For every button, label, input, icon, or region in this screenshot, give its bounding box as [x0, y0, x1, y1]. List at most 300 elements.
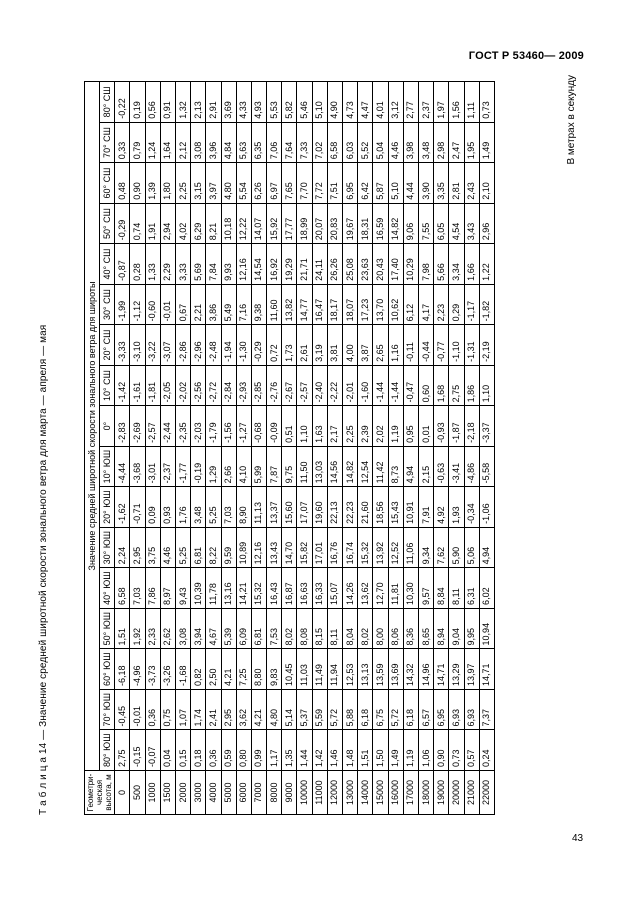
value-cell: 0,36 — [145, 689, 160, 730]
altitude-cell: 22000 — [479, 771, 494, 815]
table-row — [449, 82, 464, 815]
value-cell: -1,87 — [449, 406, 464, 447]
table-body — [115, 82, 495, 815]
altitude-cell: 5000 — [221, 771, 236, 815]
value-cell: 15,07 — [327, 568, 342, 609]
value-cell: 1,93 — [449, 487, 464, 528]
value-cell: 2,81 — [449, 163, 464, 204]
latitude-header: 60° СШ — [100, 163, 115, 204]
value-cell: 14,82 — [388, 203, 403, 244]
value-cell: 0,95 — [403, 406, 418, 447]
value-cell: 16,92 — [267, 244, 282, 285]
value-cell: 12,16 — [236, 244, 251, 285]
value-cell: 8,02 — [358, 608, 373, 649]
value-cell: 13,37 — [267, 487, 282, 528]
value-cell: 14,32 — [403, 649, 418, 690]
value-cell: 7,53 — [267, 608, 282, 649]
value-cell: -0,77 — [434, 325, 449, 366]
value-cell: 1,95 — [464, 122, 479, 163]
value-cell: 13,70 — [373, 284, 388, 325]
value-cell: 15,60 — [282, 487, 297, 528]
value-cell: 0,18 — [191, 730, 206, 771]
value-cell: 19,29 — [282, 244, 297, 285]
value-cell: 6,35 — [251, 122, 266, 163]
value-cell: 0,93 — [160, 487, 175, 528]
value-cell: 0,28 — [130, 244, 145, 285]
value-cell: 18,56 — [373, 487, 388, 528]
value-cell: 2,17 — [327, 406, 342, 447]
value-cell: 0,72 — [267, 325, 282, 366]
value-cell: 14,21 — [236, 568, 251, 609]
value-cell: 7,64 — [282, 122, 297, 163]
altitude-cell: 1500 — [160, 771, 175, 815]
value-cell: 8,65 — [418, 608, 433, 649]
value-cell: 1,19 — [388, 406, 403, 447]
value-cell: 7,51 — [327, 163, 342, 204]
value-cell: -2,02 — [175, 365, 190, 406]
value-cell: 12,22 — [236, 203, 251, 244]
value-cell: 1,51 — [358, 730, 373, 771]
value-cell: 2,62 — [160, 608, 175, 649]
value-cell: 8,08 — [297, 608, 312, 649]
value-cell: 8,02 — [282, 608, 297, 649]
value-cell: 1,44 — [297, 730, 312, 771]
value-cell: 1,29 — [206, 446, 221, 487]
value-cell: 8,94 — [434, 608, 449, 649]
value-cell: 4,10 — [236, 446, 251, 487]
value-cell: 14,71 — [434, 649, 449, 690]
value-cell: 2,95 — [221, 689, 236, 730]
value-cell: 4,90 — [327, 82, 342, 123]
value-cell: 2,37 — [418, 82, 433, 123]
value-cell: -1,42 — [115, 365, 130, 406]
value-cell: 3,12 — [388, 82, 403, 123]
value-cell: -0,34 — [464, 487, 479, 528]
value-cell: 4,47 — [358, 82, 373, 123]
table-row — [236, 82, 251, 815]
value-cell: 21,71 — [297, 244, 312, 285]
value-cell: 20,83 — [327, 203, 342, 244]
value-cell: 12,70 — [373, 568, 388, 609]
value-cell: -3,10 — [130, 325, 145, 366]
value-cell: 2,25 — [343, 406, 358, 447]
value-cell: -0,60 — [145, 284, 160, 325]
value-cell: 2,25 — [175, 163, 190, 204]
value-cell: -2,19 — [479, 325, 494, 366]
value-cell: 8,80 — [251, 649, 266, 690]
value-cell: 12,16 — [251, 527, 266, 568]
value-cell: 0,24 — [479, 730, 494, 771]
value-cell: 10,62 — [388, 284, 403, 325]
altitude-cell: 7000 — [251, 771, 266, 815]
value-cell: 15,92 — [267, 203, 282, 244]
value-cell: 2,77 — [403, 82, 418, 123]
value-cell: -2,22 — [327, 365, 342, 406]
value-cell: 13,92 — [373, 527, 388, 568]
value-cell: -2,57 — [297, 365, 312, 406]
altitude-cell: 12000 — [327, 771, 342, 815]
value-cell: 2,12 — [175, 122, 190, 163]
value-cell: 15,32 — [251, 568, 266, 609]
value-cell: 8,06 — [388, 608, 403, 649]
latitude-header: 60° ЮШ — [100, 649, 115, 690]
value-cell: -2,18 — [464, 406, 479, 447]
value-cell: 1,48 — [343, 730, 358, 771]
value-cell: 20,07 — [312, 203, 327, 244]
value-cell: 9,57 — [418, 568, 433, 609]
value-cell: 3,48 — [191, 487, 206, 528]
value-cell: 0,04 — [160, 730, 175, 771]
value-cell: 7,55 — [418, 203, 433, 244]
value-cell: 7,37 — [479, 689, 494, 730]
value-cell: 2,29 — [160, 244, 175, 285]
value-cell: -0,68 — [251, 406, 266, 447]
value-cell: 17,01 — [312, 527, 327, 568]
value-cell: 5,37 — [297, 689, 312, 730]
value-cell: 8,11 — [449, 568, 464, 609]
value-cell: 6,95 — [343, 163, 358, 204]
value-cell: 0,56 — [145, 82, 160, 123]
value-cell: 0,29 — [449, 284, 464, 325]
altitude-header: Геометри-ческая высота, м — [85, 771, 115, 815]
value-cell: 16,74 — [343, 527, 358, 568]
value-cell: 4,93 — [251, 82, 266, 123]
value-cell: 0,90 — [130, 163, 145, 204]
value-cell: 10,30 — [403, 568, 418, 609]
value-cell: 2,41 — [206, 689, 221, 730]
value-cell: -1,12 — [130, 284, 145, 325]
value-cell: 10,18 — [221, 203, 236, 244]
value-cell: 22,23 — [343, 487, 358, 528]
value-cell: -2,83 — [115, 406, 130, 447]
value-cell: 16,33 — [312, 568, 327, 609]
value-cell: 1,22 — [479, 244, 494, 285]
value-cell: 4,01 — [373, 82, 388, 123]
value-cell: 7,91 — [418, 487, 433, 528]
value-cell: -1,60 — [358, 365, 373, 406]
altitude-cell: 500 — [130, 771, 145, 815]
value-cell: -3,07 — [160, 325, 175, 366]
value-cell: 11,81 — [388, 568, 403, 609]
value-cell: -1,94 — [221, 325, 236, 366]
value-cell: 6,29 — [191, 203, 206, 244]
value-cell: 1,07 — [175, 689, 190, 730]
wind-speed-table — [84, 81, 495, 815]
value-cell: -2,84 — [221, 365, 236, 406]
value-cell: 11,49 — [312, 649, 327, 690]
value-cell: -2,03 — [191, 406, 206, 447]
value-cell: 6,81 — [251, 608, 266, 649]
unit-note: В метрах в секунду — [566, 75, 577, 165]
table-row — [251, 82, 266, 815]
latitude-header: 70° ЮШ — [100, 689, 115, 730]
value-cell: 1,68 — [434, 365, 449, 406]
value-cell: 2,33 — [145, 608, 160, 649]
table-row — [358, 82, 373, 815]
value-cell: 9,34 — [418, 527, 433, 568]
value-cell: 2,23 — [434, 284, 449, 325]
value-cell: 5,72 — [327, 689, 342, 730]
value-cell: -1,61 — [130, 365, 145, 406]
value-cell: 1,92 — [130, 608, 145, 649]
value-cell: 16,87 — [282, 568, 297, 609]
value-cell: -2,86 — [175, 325, 190, 366]
value-cell: 9,59 — [221, 527, 236, 568]
latitude-header: 20° СШ — [100, 325, 115, 366]
altitude-cell: 13000 — [343, 771, 358, 815]
value-cell: 18,99 — [297, 203, 312, 244]
latitude-header: 70° СШ — [100, 122, 115, 163]
value-cell: -0,15 — [130, 730, 145, 771]
value-cell: 0,79 — [130, 122, 145, 163]
value-cell: 15,32 — [358, 527, 373, 568]
table-row — [160, 82, 175, 815]
value-cell: 14,07 — [251, 203, 266, 244]
value-cell: -1,77 — [175, 446, 190, 487]
value-cell: -3,26 — [160, 649, 175, 690]
value-cell: 1,51 — [115, 608, 130, 649]
value-cell: 9,38 — [251, 284, 266, 325]
value-cell: 4,21 — [221, 649, 236, 690]
value-cell: 7,33 — [297, 122, 312, 163]
value-cell: 6,18 — [358, 689, 373, 730]
value-cell: 4,94 — [403, 446, 418, 487]
value-cell: 7,86 — [145, 568, 160, 609]
value-cell: 5,66 — [434, 244, 449, 285]
latitude-header: 10° СШ — [100, 365, 115, 406]
value-cell: 2,13 — [191, 82, 206, 123]
value-cell: 8,00 — [373, 608, 388, 649]
value-cell: 4,00 — [343, 325, 358, 366]
value-cell: -0,87 — [115, 244, 130, 285]
value-cell: 18,31 — [358, 203, 373, 244]
value-cell: 8,21 — [206, 203, 221, 244]
value-cell: 11,60 — [267, 284, 282, 325]
value-cell: 1,16 — [388, 325, 403, 366]
value-cell: 1,97 — [434, 82, 449, 123]
value-cell: 4,46 — [388, 122, 403, 163]
value-cell: 8,97 — [160, 568, 175, 609]
value-cell: 9,93 — [221, 244, 236, 285]
latitude-header: 80° СШ — [100, 82, 115, 123]
altitude-cell: 8000 — [267, 771, 282, 815]
value-cell: 3,08 — [175, 608, 190, 649]
table-row — [464, 82, 479, 815]
altitude-cell: 6000 — [236, 771, 251, 815]
value-cell: 2,75 — [115, 730, 130, 771]
value-cell: -0,47 — [403, 365, 418, 406]
value-cell: 8,15 — [312, 608, 327, 649]
value-cell: 2,98 — [434, 122, 449, 163]
value-cell: 19,60 — [312, 487, 327, 528]
value-cell: 0,73 — [449, 730, 464, 771]
value-cell: -0,22 — [115, 82, 130, 123]
value-cell: 0,99 — [251, 730, 266, 771]
value-cell: 7,16 — [236, 284, 251, 325]
value-cell: 1,56 — [449, 82, 464, 123]
value-cell: -1,44 — [388, 365, 403, 406]
altitude-cell: 15000 — [373, 771, 388, 815]
value-cell: 5,39 — [221, 608, 236, 649]
value-cell: -1,06 — [479, 487, 494, 528]
value-cell: 3,15 — [191, 163, 206, 204]
value-cell: -2,37 — [160, 446, 175, 487]
altitude-cell: 20000 — [449, 771, 464, 815]
value-cell: 8,36 — [403, 608, 418, 649]
value-cell: 7,06 — [267, 122, 282, 163]
value-cell: 5,69 — [191, 244, 206, 285]
value-cell: -0,44 — [418, 325, 433, 366]
value-cell: 0,74 — [130, 203, 145, 244]
value-cell: 7,70 — [297, 163, 312, 204]
value-cell: 4,67 — [206, 608, 221, 649]
value-cell: 1,10 — [479, 365, 494, 406]
value-cell: -2,67 — [282, 365, 297, 406]
value-cell: 3,94 — [191, 608, 206, 649]
value-cell: -0,01 — [130, 689, 145, 730]
value-cell: 7,72 — [312, 163, 327, 204]
table-row — [145, 82, 160, 815]
value-cell: -0,11 — [403, 325, 418, 366]
value-cell: -3,22 — [145, 325, 160, 366]
value-cell: 1,24 — [145, 122, 160, 163]
value-cell: 0,80 — [236, 730, 251, 771]
value-cell: 2,65 — [373, 325, 388, 366]
value-cell: -1,99 — [115, 284, 130, 325]
value-cell: -2,05 — [160, 365, 175, 406]
value-cell: 10,94 — [479, 608, 494, 649]
table-row — [418, 82, 433, 815]
value-cell: -2,56 — [191, 365, 206, 406]
value-cell: 10,89 — [236, 527, 251, 568]
value-cell: 11,13 — [251, 487, 266, 528]
value-cell: 16,47 — [312, 284, 327, 325]
value-cell: 6,93 — [464, 689, 479, 730]
value-cell: 16,59 — [373, 203, 388, 244]
value-cell: 1,35 — [282, 730, 297, 771]
value-cell: 4,94 — [479, 527, 494, 568]
value-cell: 6,58 — [327, 122, 342, 163]
value-cell: 3,81 — [327, 325, 342, 366]
value-cell: 5,46 — [297, 82, 312, 123]
value-cell: 0,09 — [145, 487, 160, 528]
value-cell: 2,75 — [449, 365, 464, 406]
value-cell: 6,26 — [251, 163, 266, 204]
value-cell: 5,59 — [312, 689, 327, 730]
value-cell: 5,25 — [175, 527, 190, 568]
value-cell: -4,96 — [130, 649, 145, 690]
altitude-cell: 19000 — [434, 771, 449, 815]
value-cell: 12,52 — [388, 527, 403, 568]
table-row — [327, 82, 342, 815]
value-cell: 15,43 — [388, 487, 403, 528]
value-cell: 17,23 — [358, 284, 373, 325]
altitude-cell: 2000 — [175, 771, 190, 815]
value-cell: 8,22 — [206, 527, 221, 568]
value-cell: 6,18 — [403, 689, 418, 730]
value-cell: 4,44 — [403, 163, 418, 204]
value-cell: 5,14 — [282, 689, 297, 730]
rotated-table-block — [38, 75, 578, 815]
value-cell: 1,06 — [418, 730, 433, 771]
value-cell: 13,62 — [358, 568, 373, 609]
value-cell: 5,63 — [236, 122, 251, 163]
value-cell: 2,39 — [358, 406, 373, 447]
value-cell: 8,04 — [343, 608, 358, 649]
value-cell: 13,03 — [312, 446, 327, 487]
value-cell: 4,73 — [343, 82, 358, 123]
value-cell: 2,66 — [221, 446, 236, 487]
table-row — [373, 82, 388, 815]
value-cell: -6,18 — [115, 649, 130, 690]
value-cell: -0,19 — [191, 446, 206, 487]
value-cell: 6,95 — [434, 689, 449, 730]
value-cell: 11,94 — [327, 649, 342, 690]
value-cell: 5,06 — [464, 527, 479, 568]
value-cell: 5,52 — [358, 122, 373, 163]
value-cell: 13,43 — [267, 527, 282, 568]
value-cell: -0,29 — [115, 203, 130, 244]
value-cell: -1,68 — [175, 649, 190, 690]
value-cell: 3,08 — [191, 122, 206, 163]
value-cell: 1,46 — [327, 730, 342, 771]
value-cell: 12,54 — [358, 446, 373, 487]
value-cell: 3,87 — [358, 325, 373, 366]
value-cell: 1,64 — [160, 122, 175, 163]
value-cell: 2,47 — [449, 122, 464, 163]
table-row — [221, 82, 236, 815]
value-cell: 8,90 — [236, 487, 251, 528]
value-cell: 3,90 — [418, 163, 433, 204]
value-cell: 2,95 — [130, 527, 145, 568]
value-cell: 5,72 — [388, 689, 403, 730]
value-cell: -2,48 — [206, 325, 221, 366]
value-cell: -3,68 — [130, 446, 145, 487]
value-cell: 9,04 — [449, 608, 464, 649]
value-cell: -5,58 — [479, 446, 494, 487]
value-cell: 0,36 — [206, 730, 221, 771]
value-cell: 17,77 — [282, 203, 297, 244]
value-cell: -2,44 — [160, 406, 175, 447]
value-cell: -0,93 — [434, 406, 449, 447]
value-cell: 10,91 — [403, 487, 418, 528]
value-cell: -1,31 — [464, 325, 479, 366]
value-cell: 2,50 — [206, 649, 221, 690]
value-cell: 1,80 — [160, 163, 175, 204]
value-cell: 5,04 — [373, 122, 388, 163]
value-cell: 17,40 — [388, 244, 403, 285]
value-cell: 3,34 — [449, 244, 464, 285]
value-cell: -1,82 — [479, 284, 494, 325]
value-cell: 0,67 — [175, 284, 190, 325]
value-cell: 0,57 — [464, 730, 479, 771]
value-cell: 3,43 — [464, 203, 479, 244]
value-cell: -2,35 — [175, 406, 190, 447]
value-cell: 2,96 — [479, 203, 494, 244]
value-cell: 1,86 — [464, 365, 479, 406]
value-cell: 2,24 — [115, 527, 130, 568]
value-cell: 14,96 — [418, 649, 433, 690]
latitude-header: 0° — [100, 406, 115, 447]
value-cell: -0,07 — [145, 730, 160, 771]
value-cell: 1,39 — [145, 163, 160, 204]
value-cell: 0,01 — [418, 406, 433, 447]
value-cell: 13,82 — [282, 284, 297, 325]
value-cell: -2,72 — [206, 365, 221, 406]
value-cell: 4,02 — [175, 203, 190, 244]
altitude-cell: 9000 — [282, 771, 297, 815]
value-cell: 2,94 — [160, 203, 175, 244]
